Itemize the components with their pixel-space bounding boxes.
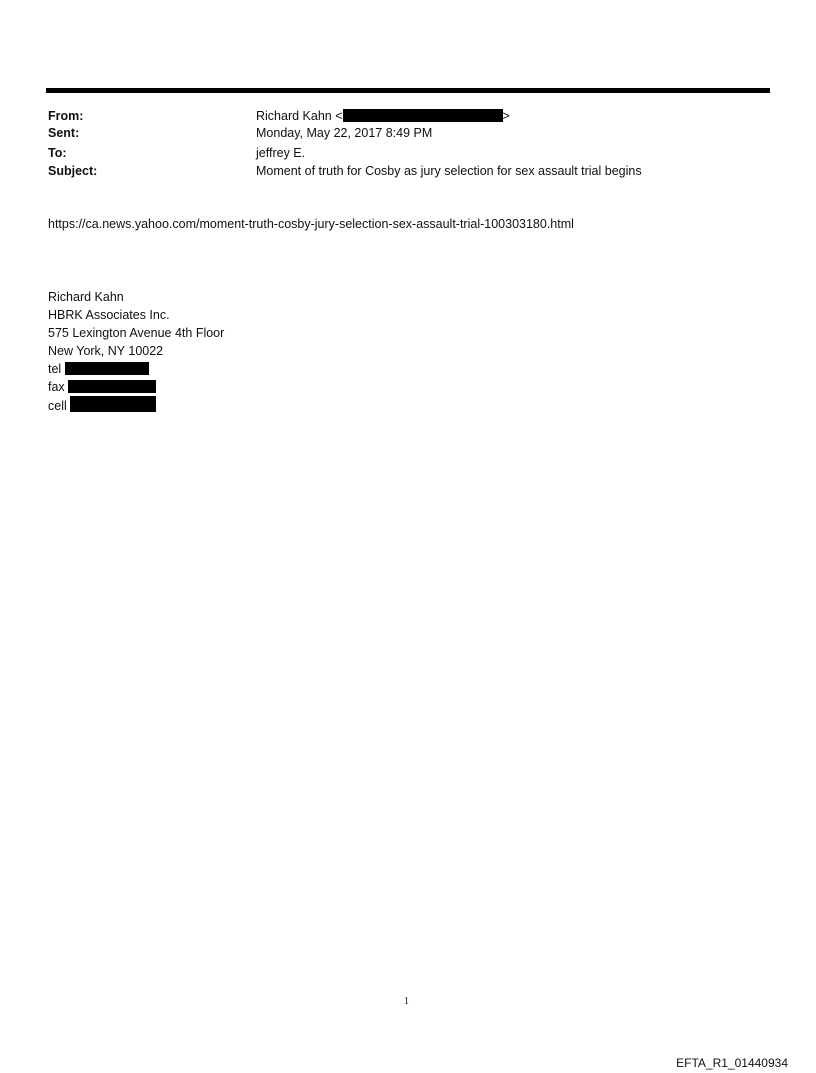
to-label: To: [48,146,67,160]
redaction-block [70,396,156,412]
from-close: > [502,109,510,123]
redaction-block [343,109,503,122]
signature-address-line1: 575 Lexington Avenue 4th Floor [48,326,225,340]
from-label: From: [48,109,84,123]
tel-label: tel [48,362,62,376]
page-number: 1 [404,996,409,1007]
signature-block [48,288,224,415]
from-name: Richard Kahn < [256,109,343,123]
fax-label: fax [48,380,65,394]
from-value [256,108,510,125]
signature-address-line2: New York, NY 10022 [48,344,164,358]
header-rule [46,88,770,93]
sent-value: Monday, May 22, 2017 8:49 PM [256,126,433,140]
signature-fax-row [48,378,224,396]
sent-label: Sent: [48,126,80,140]
signature-cell-row [48,396,224,415]
signature-company: HBRK Associates Inc. [48,308,170,322]
cell-label: cell [48,399,67,413]
signature-tel-row [48,360,224,378]
to-value: jeffrey E. [256,146,306,160]
signature-name: Richard Kahn [48,290,124,304]
subject-label: Subject: [48,164,98,178]
subject-value: Moment of truth for Cosby as jury selection for sex assault trial begins [256,164,642,178]
article-link[interactable]: https://ca.news.yahoo.com/moment-truth-cosby-jury-selection-sex-assault-trial-100303180.html [48,217,574,231]
document-id: EFTA_R1_01440934 [676,1056,788,1070]
redaction-block [65,362,149,375]
redaction-block [68,380,156,393]
